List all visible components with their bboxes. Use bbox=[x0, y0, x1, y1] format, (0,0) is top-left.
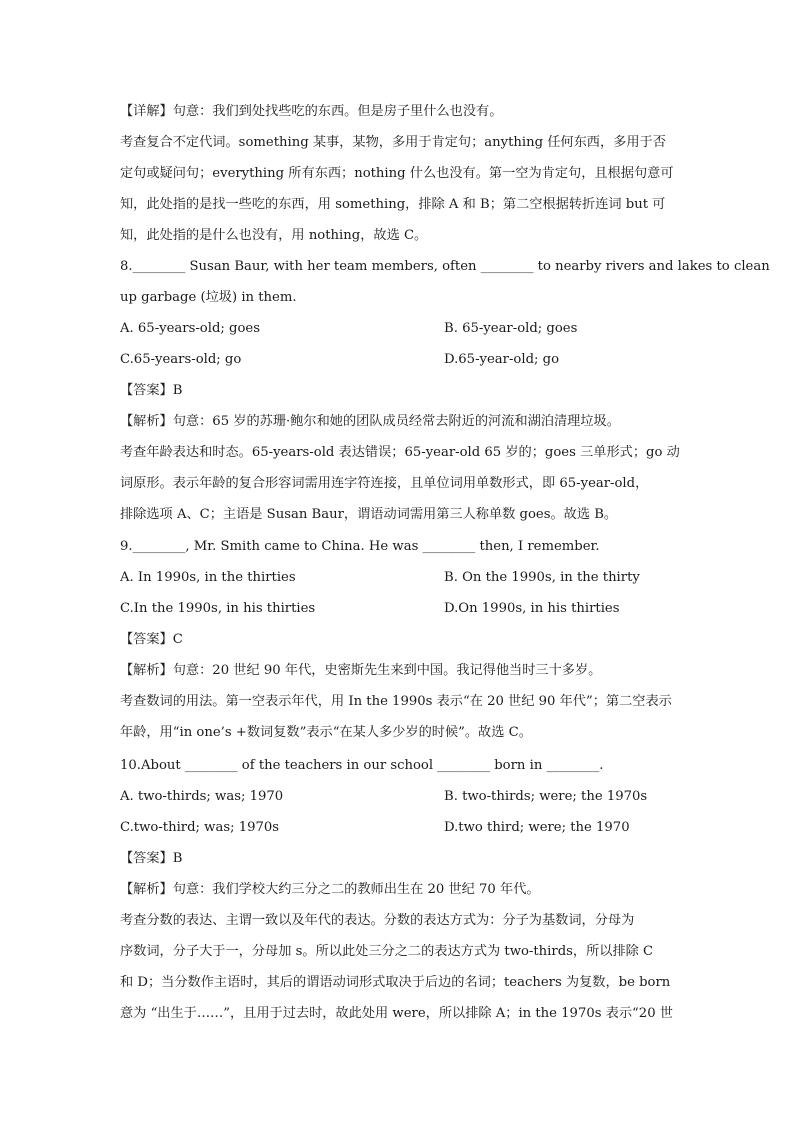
explanation-line: 词原形。表示年龄的复合形容词需用连字符连接，且单位词用单数形式，即 65-year-old， bbox=[120, 476, 649, 491]
explanation-line: 排除选项 A、C；主语是 Susan Baur，谓语动词需用第三人称单数 goes。故选 B。 bbox=[120, 507, 618, 522]
option-b: B. On the 1990s, in the thirty bbox=[444, 570, 640, 585]
question-9-stem: 9.________, Mr. Smith came to China. He was ________ then, I remember. bbox=[120, 539, 600, 554]
answer-line: 【答案】C bbox=[120, 632, 183, 647]
answer-line: 【答案】B bbox=[120, 383, 183, 398]
explanation-line: 和 D；当分数作主语时，其后的谓语动词形式取决于后边的名词；teachers 为复数，be born bbox=[120, 975, 671, 990]
answer-line: 【答案】B bbox=[120, 851, 183, 866]
question-8-stem: up garbage (垃圾) in them. bbox=[120, 290, 297, 305]
option-a: A. 65-years-old; goes bbox=[120, 321, 260, 336]
option-b: B. two-thirds; were; the 1970s bbox=[444, 789, 648, 804]
option-c: C.In the 1990s, in his thirties bbox=[120, 601, 316, 616]
explanation-line: 年龄，用“in one’s +数词复数”表示“在某人多少岁的时候”。故选 C。 bbox=[120, 725, 532, 740]
explanation-line: 知，此处指的是什么也没有，用 nothing，故选 C。 bbox=[120, 228, 428, 243]
explanation-line: 考查数词的用法。第一空表示年代，用 In the 1990s 表示“在 20 世纪 90 年代”；第二空表示 bbox=[120, 694, 672, 709]
explanation-line: 【解析】句意：我们学校大约三分之二的教师出生在 20 世纪 70 年代。 bbox=[120, 882, 540, 897]
explanation-line: 考查复合不定代词。something 某事，某物，多用于肯定句；anything 任何东西，多用于否 bbox=[120, 135, 666, 150]
explanation-line: 【解析】句意：65 岁的苏珊·鲍尔和她的团队成员经常去附近的河流和湖泊清理垃圾。 bbox=[120, 414, 620, 429]
option-a: A. In 1990s, in the thirties bbox=[120, 570, 296, 585]
explanation-line: 定句或疑问句；everything 所有东西；nothing 什么也没有。第一空为肯定句，且根据句意可 bbox=[120, 166, 674, 181]
option-b: B. 65-year-old; goes bbox=[444, 321, 578, 336]
explanation-line: 【解析】句意：20 世纪 90 年代，史密斯先生来到中国。我记得他当时三十多岁。 bbox=[120, 663, 602, 678]
option-d: D.65-year-old; go bbox=[444, 352, 560, 367]
question-10-stem: 10.About ________ of the teachers in our school ________ born in ________. bbox=[120, 758, 604, 773]
question-8-stem: 8.________ Susan Baur, with her team members, often ________ to nearby rivers and lakes to clean bbox=[120, 259, 770, 274]
explanation-line: 意为 “出生于……”，且用于过去时，故此处用 were，所以排除 A；in the 1970s 表示“20 世 bbox=[120, 1006, 673, 1021]
option-c: C.65-years-old; go bbox=[120, 352, 242, 367]
explanation-line: 考查分数的表达、主谓一致以及年代的表达。分数的表达方式为：分子为基数词，分母为 bbox=[120, 913, 635, 928]
option-d: D.two third; were; the 1970 bbox=[444, 820, 630, 835]
explanation-line: 知，此处指的是找一些吃的东西，用 something，排除 A 和 B；第二空根据转折连词 but 可 bbox=[120, 197, 666, 212]
option-d: D.On 1990s, in his thirties bbox=[444, 601, 620, 616]
explanation-line: 序数词，分子大于一，分母加 s。所以此处三分之二的表达方式为 two-thirds，所以排除 C bbox=[120, 944, 654, 959]
option-a: A. two-thirds; was; 1970 bbox=[120, 789, 284, 804]
option-c: C.two-third; was; 1970s bbox=[120, 820, 280, 835]
explanation-line: 考查年龄表达和时态。65-years-old 表达错误；65-year-old 65 岁的；goes 三单形式；go 动 bbox=[120, 445, 680, 460]
explanation-line: 【详解】句意：我们到处找些吃的东西。但是房子里什么也没有。 bbox=[120, 104, 503, 119]
